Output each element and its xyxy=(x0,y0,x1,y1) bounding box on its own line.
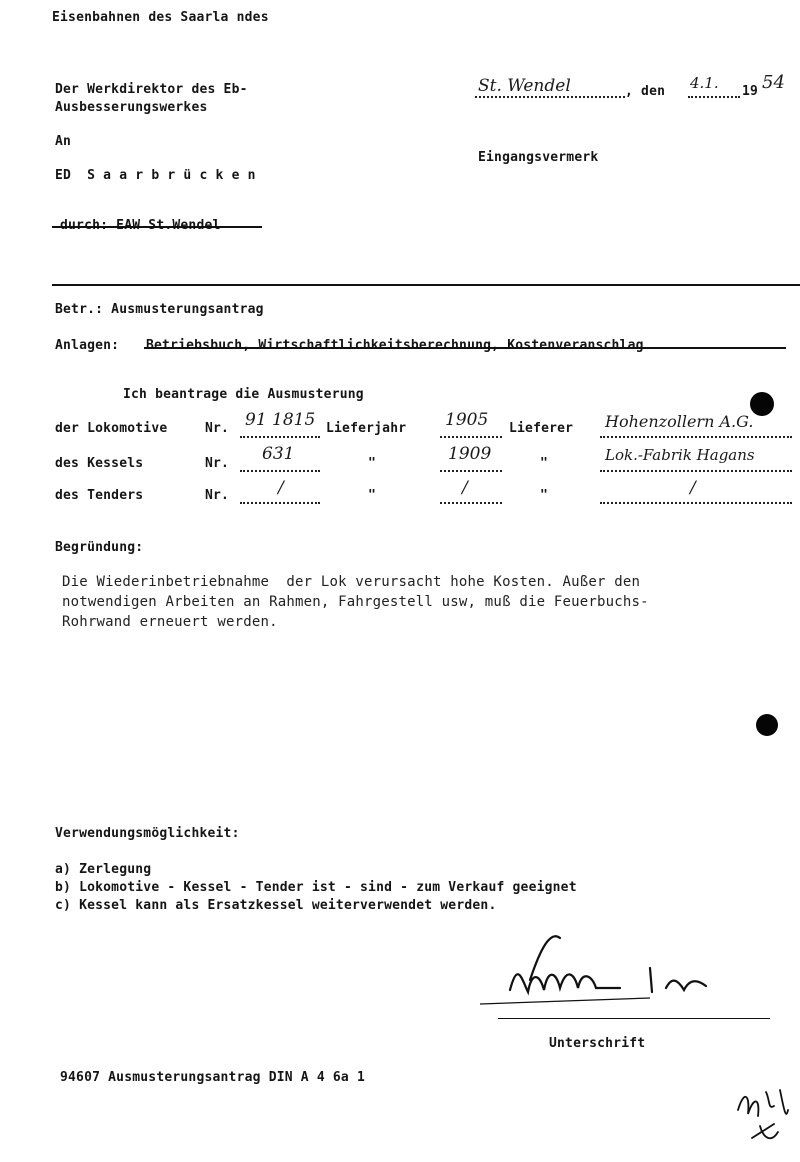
sender-line-2: Ausbesserungswerkes xyxy=(55,100,208,115)
nr-label: Nr. xyxy=(205,488,230,503)
usage-option-c: c) Kessel kann als Ersatzkessel weiterverwendet werden. xyxy=(55,898,497,913)
dotted-line xyxy=(240,436,320,438)
reason-label: Begründung: xyxy=(55,540,144,555)
attachments-label: Anlagen: xyxy=(55,338,120,353)
handwritten-signature xyxy=(470,920,760,1020)
ditto-mark: " xyxy=(540,488,549,503)
dotted-line xyxy=(440,502,502,504)
reason-line-2: notwendigen Arbeiten an Rahmen, Fahrgestell usw, muß die Feuerbuchs- xyxy=(62,594,649,610)
horizontal-rule xyxy=(52,284,800,286)
place-handwritten: St. Wendel xyxy=(478,76,571,96)
dotted-line xyxy=(240,502,320,504)
locomotive-number: 91 1815 xyxy=(245,410,316,430)
request-intro: Ich beantrage die Ausmusterung xyxy=(123,387,364,402)
form-number: 94607 Ausmusterungsantrag DIN A 4 6a 1 xyxy=(60,1070,366,1085)
dotted-line xyxy=(600,436,792,438)
boiler-supplier: Lok.-Fabrik Hagans xyxy=(605,446,755,464)
row-label-locomotive: der Lokomotive xyxy=(55,421,168,436)
tender-number: / xyxy=(278,478,284,498)
locomotive-supplier: Hohenzollern A.G. xyxy=(605,412,754,431)
attachments-strikethrough xyxy=(144,347,786,349)
to-label: An xyxy=(55,134,72,149)
row-label-tender: des Tenders xyxy=(55,488,144,503)
signature-line xyxy=(498,1018,770,1019)
year-prefix: 19 xyxy=(742,84,759,99)
usage-option-b: b) Lokomotive - Kessel - Tender ist - sind - zum Verkauf geeignet xyxy=(55,880,577,895)
boiler-number: 631 xyxy=(262,444,295,464)
reason-line-3: Rohrwand erneuert werden. xyxy=(62,614,278,630)
recipient: ED S a a r b r ü c k e n xyxy=(55,168,256,183)
usage-label: Verwendungsmöglichkeit: xyxy=(55,826,240,841)
tender-supplier: / xyxy=(690,478,696,498)
ditto-mark: " xyxy=(368,488,377,503)
via-strikethrough xyxy=(52,226,262,228)
reason-line-1: Die Wiederinbetriebnahme der Lok verursacht hohe Kosten. Außer den xyxy=(62,574,641,590)
org-name: Eisenbahnen des Saarla ndes xyxy=(52,10,269,25)
supplier-label: Lieferer xyxy=(509,421,574,436)
dotted-line xyxy=(600,470,792,472)
dotted-line xyxy=(440,436,502,438)
year-label: Lieferjahr xyxy=(326,421,407,436)
date-dotted-line xyxy=(688,96,740,98)
attachments-text: Betriebsbuch, Wirtschaftlichkeitsberechnung, Kostenveranschlag xyxy=(146,338,644,353)
subject-line: Betr.: Ausmusterungsantrag xyxy=(55,302,264,317)
dotted-line xyxy=(600,502,792,504)
locomotive-year: 1905 xyxy=(445,410,489,430)
dotted-line xyxy=(240,470,320,472)
tender-year: / xyxy=(462,478,468,498)
year-handwritten: 54 xyxy=(762,72,785,93)
date-handwritten: 4.1. xyxy=(690,74,719,92)
nr-label: Nr. xyxy=(205,421,230,436)
ink-blot xyxy=(750,392,774,416)
sender-line-1: Der Werkdirektor des Eb- xyxy=(55,82,248,97)
boiler-year: 1909 xyxy=(448,444,492,464)
via-line: durch: EAW St.Wendel xyxy=(60,218,221,233)
place-dotted-line xyxy=(475,96,625,98)
date-prefix: , den xyxy=(625,84,666,99)
nr-label: Nr. xyxy=(205,456,230,471)
usage-option-a: a) Zerlegung xyxy=(55,862,152,877)
ditto-mark: " xyxy=(368,456,377,471)
dotted-line xyxy=(440,470,502,472)
row-label-boiler: des Kessels xyxy=(55,456,144,471)
handwritten-initials xyxy=(730,1080,798,1150)
signature-label: Unterschrift xyxy=(549,1036,646,1051)
ink-blot xyxy=(756,714,778,736)
receipt-note: Eingangsvermerk xyxy=(478,150,599,165)
ditto-mark: " xyxy=(540,456,549,471)
